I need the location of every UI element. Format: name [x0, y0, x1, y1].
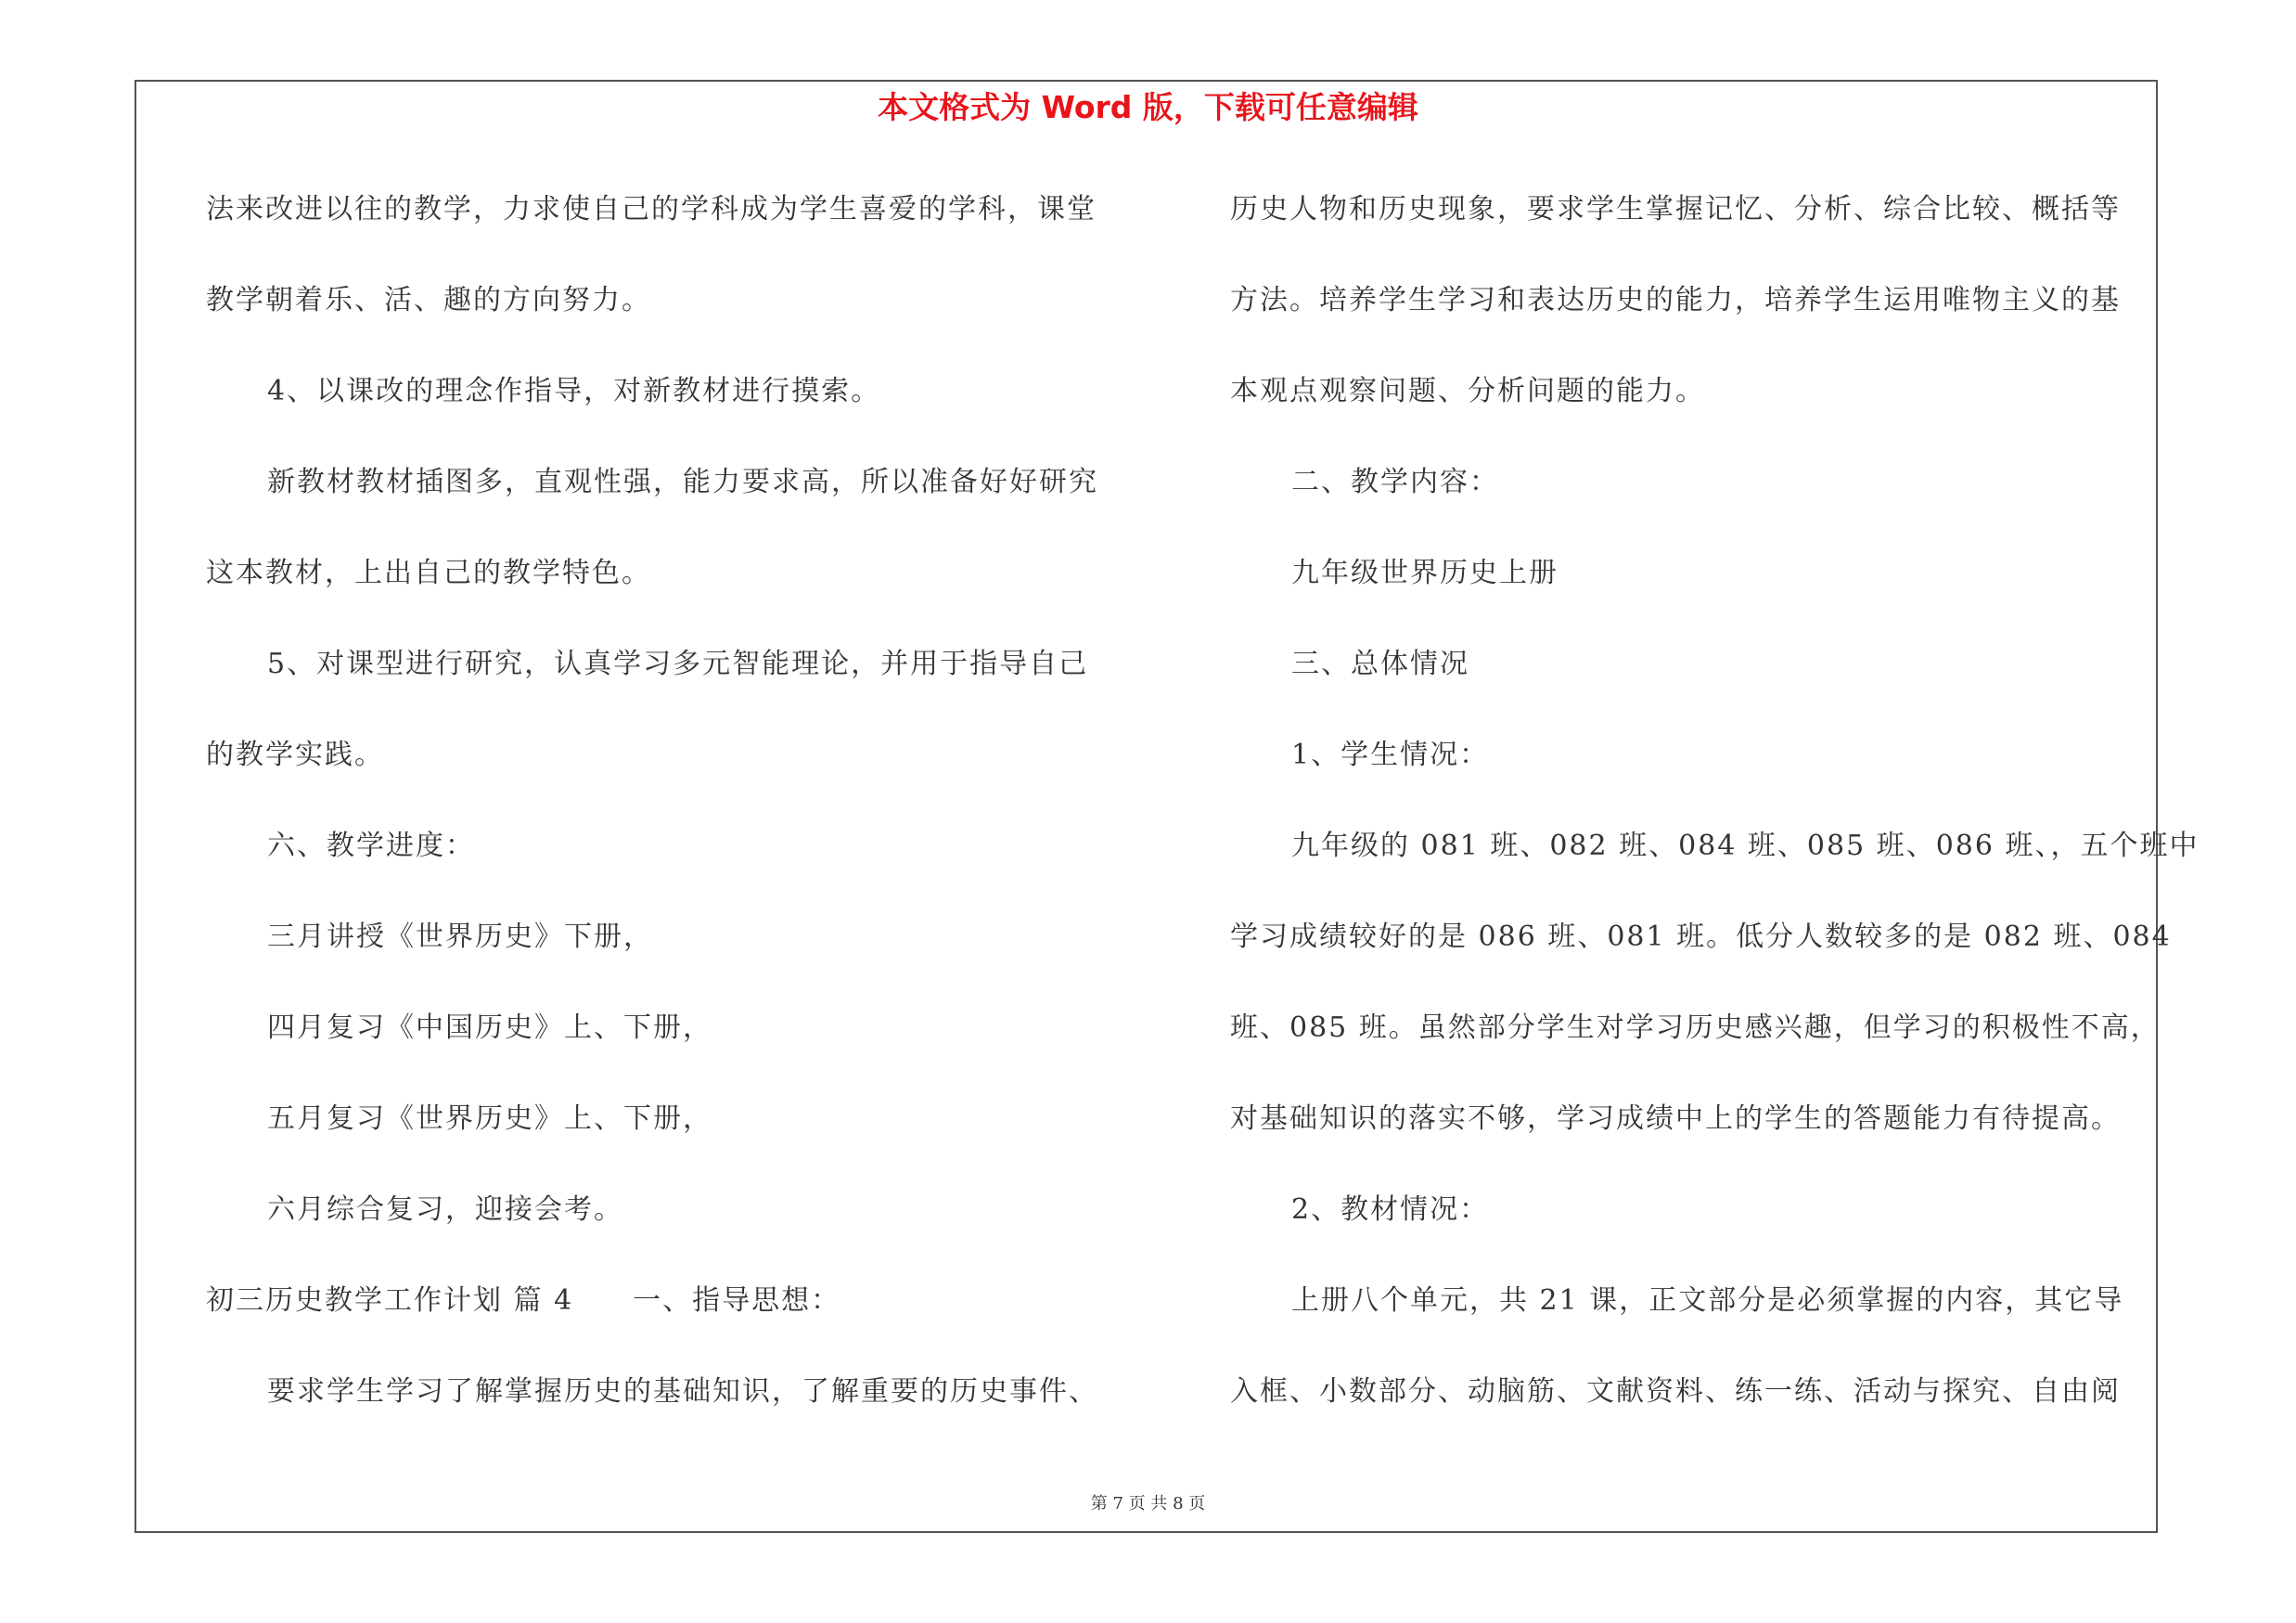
paragraph-line: 要求学生学习了解掌握历史的基础知识，了解重要的历史事件、: [267, 1375, 1098, 1408]
paragraph-line: 本观点观察问题、分析问题的能力。: [1230, 375, 1705, 407]
section-heading: 六、教学进度：: [267, 830, 475, 862]
paragraph-line: 九年级世界历史上册: [1291, 557, 1558, 589]
paragraph-line: 4、以课改的理念作指导，对新教材进行摸索。: [267, 375, 881, 407]
paragraph-line: 新教材教材插图多，直观性强，能力要求高，所以准备好好研究: [267, 466, 1098, 498]
document-section-title: 初三历史教学工作计划 篇 4 一、指导思想：: [206, 1284, 841, 1317]
paragraph-line: 教学朝着乐、活、趣的方向努力。: [206, 284, 651, 316]
paragraph-line: 九年级的 081 班、082 班、084 班、085 班、086 班、，五个班中: [1291, 830, 2200, 862]
right-column: [1230, 182, 2200, 1455]
paragraph-line: 上册八个单元，共 21 课，正文部分是必须掌握的内容，其它导: [1291, 1284, 2124, 1317]
page-number-footer: 第 7 页 共 8 页: [1090, 1494, 1206, 1514]
paragraph-line: 方法。培养学生学习和表达历史的能力，培养学生运用唯物主义的基: [1230, 284, 2121, 316]
section-heading: 二、教学内容：: [1291, 466, 1499, 498]
format-banner: 本文格式为 Word 版，下载可任意编辑: [878, 89, 1418, 125]
left-column: [206, 182, 1134, 1455]
paragraph-line: 五月复习《世界历史》上、下册，: [267, 1102, 712, 1135]
paragraph-line: 的教学实践。: [206, 739, 384, 771]
paragraph-line: 历史人物和历史现象，要求学生掌握记忆、分析、综合比较、概括等: [1230, 193, 2121, 225]
paragraph-line: 5、对课型进行研究，认真学习多元智能理论，并用于指导自己: [267, 648, 1089, 680]
paragraph-line: 学习成绩较好的是 086 班、081 班。低分人数较多的是 082 班、084: [1230, 921, 2172, 953]
paragraph-line: 法来改进以往的教学，力求使自己的学科成为学生喜爱的学科，课堂: [206, 193, 1097, 225]
paragraph-line: 对基础知识的落实不够，学习成绩中上的学生的答题能力有待提高。: [1230, 1102, 2121, 1135]
paragraph-line: 六月综合复习，迎接会考。: [267, 1193, 623, 1226]
paragraph-line: 班、085 班。虽然部分学生对学习历史感兴趣，但学习的积极性不高，: [1230, 1011, 2161, 1044]
paragraph-line: 这本教材，上出自己的教学特色。: [206, 557, 651, 589]
subsection-heading: 1、学生情况：: [1291, 739, 1490, 771]
paragraph-line: 四月复习《中国历史》上、下册，: [267, 1011, 712, 1044]
paragraph-line: 入框、小数部分、动脑筋、文献资料、练一练、活动与探究、自由阅: [1230, 1375, 2121, 1408]
section-heading: 三、总体情况: [1291, 648, 1469, 680]
paragraph-line: 三月讲授《世界历史》下册，: [267, 921, 653, 953]
subsection-heading: 2、教材情况：: [1291, 1193, 1490, 1226]
